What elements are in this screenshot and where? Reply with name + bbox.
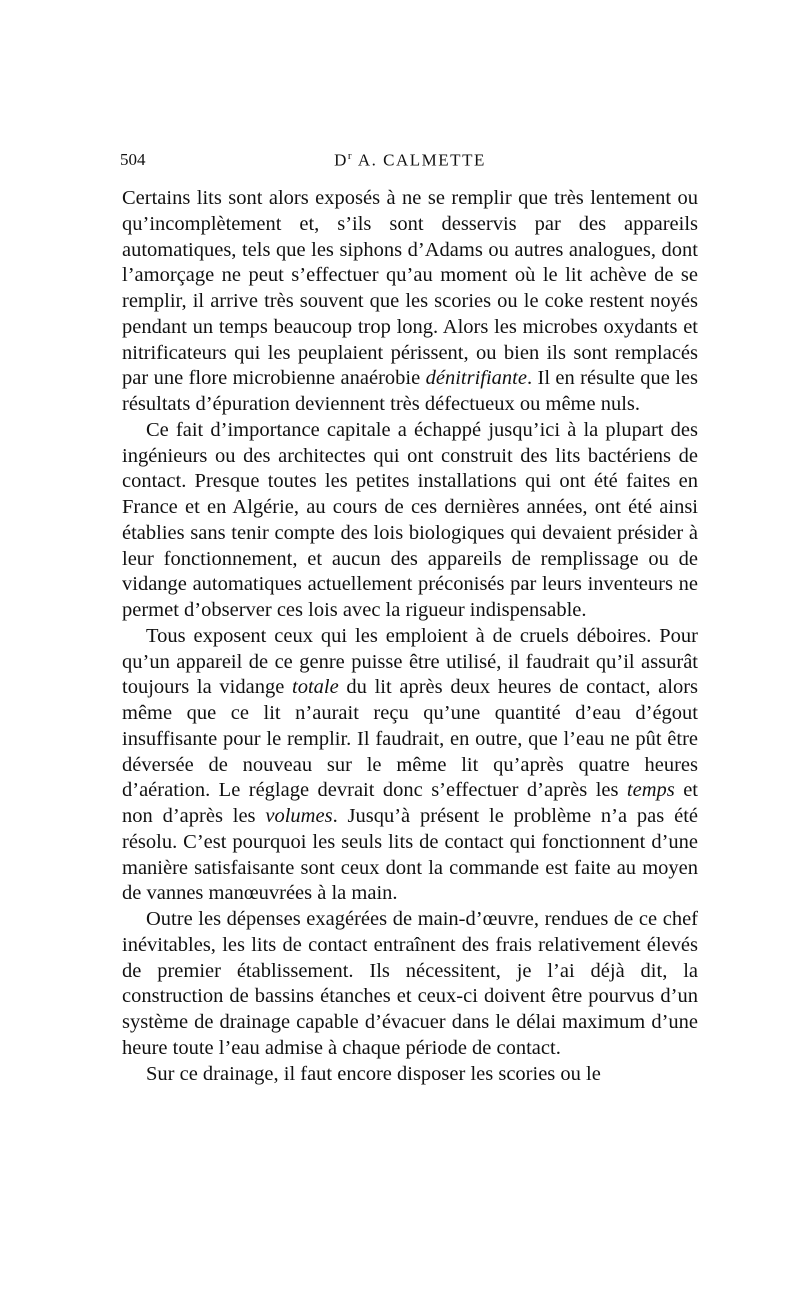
paragraph <box>122 907 698 1062</box>
paragraph <box>122 624 698 907</box>
text-run: Outre les dépenses exagérées de main-d’œuvre, rendues de ce chef inévitables, les lits de contact entraînent des frais relativement élevés de premier établissement. Ils nécessitent, je l’ai déjà dit, la construction de bassins étanches et ceux-ci doivent être pourvus d’un système de drainage capable d’évacuer dans le délai maximum d’une heure toute l’eau admise à chaque période de contact. <box>122 908 698 1059</box>
italic-term: dénitrifiante <box>425 367 527 390</box>
page-header <box>120 150 700 174</box>
page-number: 504 <box>120 150 146 169</box>
paragraph <box>122 418 698 624</box>
text-run: Certains lits sont alors exposés à ne se remplir que très lentement ou qu’incomplètement et, s’ils sont desservis par des appareils automatiques, tels que les siphons d’Adams ou autres analogues, dont l’amorçage ne peut s’effectuer qu’au moment où le lit achève de se remplir, il arrive très souvent que les scories ou le coke restent noyés pendant un temps beaucoup trop long. Alors les microbes oxydants et nitrificateurs qui les peuplaient périssent, ou bien ils sont remplacés par une flore microbienne anaérobie <box>122 187 698 390</box>
running-head <box>120 150 700 171</box>
text-run: Ce fait d’importance capitale a échappé jusqu’ici à la plupart des ingénieurs ou des architectes qui ont construit des lits bactériens de contact. Presque toutes les petites installations qui ont été faites en France et en Algérie, au cours de ces dernières années, ont été ainsi établies sans tenir compte des lois biologiques qui devaient présider à leur fonctionnement, et aucun des appareils de remplissage ou de vidange automatiques actuellement préconisés par leurs inventeurs ne permet d’observer ces lois avec la rigueur indispensable. <box>122 418 698 621</box>
author-prefix: D <box>334 150 348 170</box>
paragraph <box>122 1062 698 1088</box>
text-run: Tous exposent ceux qui les emploient à de cruels déboires. Pour qu’un appareil de ce genre puisse être utilisé, il faudrait qu’il assurât toujours la vidange <box>122 624 698 699</box>
text-run: . Il en résulte que les résultats d’épuration deviennent très défectueux ou même nuls. <box>122 367 698 415</box>
italic-term: totale <box>292 676 339 699</box>
text-run: Sur ce drainage, il faut encore disposer les scories ou le <box>146 1062 601 1085</box>
italic-term: volumes <box>265 805 333 827</box>
text-run: du lit après deux heures de contact, alors même que ce lit n’aurait reçu qu’une quantité d’eau d’égout insuffisante pour le remplir. Il faudrait, en outre, que l’eau ne pût être déversée de nouveau sur le même lit qu’après quatre heures d’aération. Le réglage devrait donc s’effectuer d’après les <box>122 676 699 802</box>
text-run: . Jusqu’à présent le problème n’a pas été résolu. C’est pourquoi les seuls lits de contact qui fonctionnent d’une manière satisfaisante sont ceux dont la commande est faite au moyen de vannes manœuvrées à la main. <box>122 805 698 905</box>
author-prefix-sup: r <box>347 150 354 162</box>
italic-term: temps <box>626 779 675 802</box>
text-run: et non d’après les <box>122 779 698 827</box>
paragraph <box>122 186 698 418</box>
author-name: A. CALMETTE <box>353 150 486 170</box>
body-text <box>122 186 698 1087</box>
